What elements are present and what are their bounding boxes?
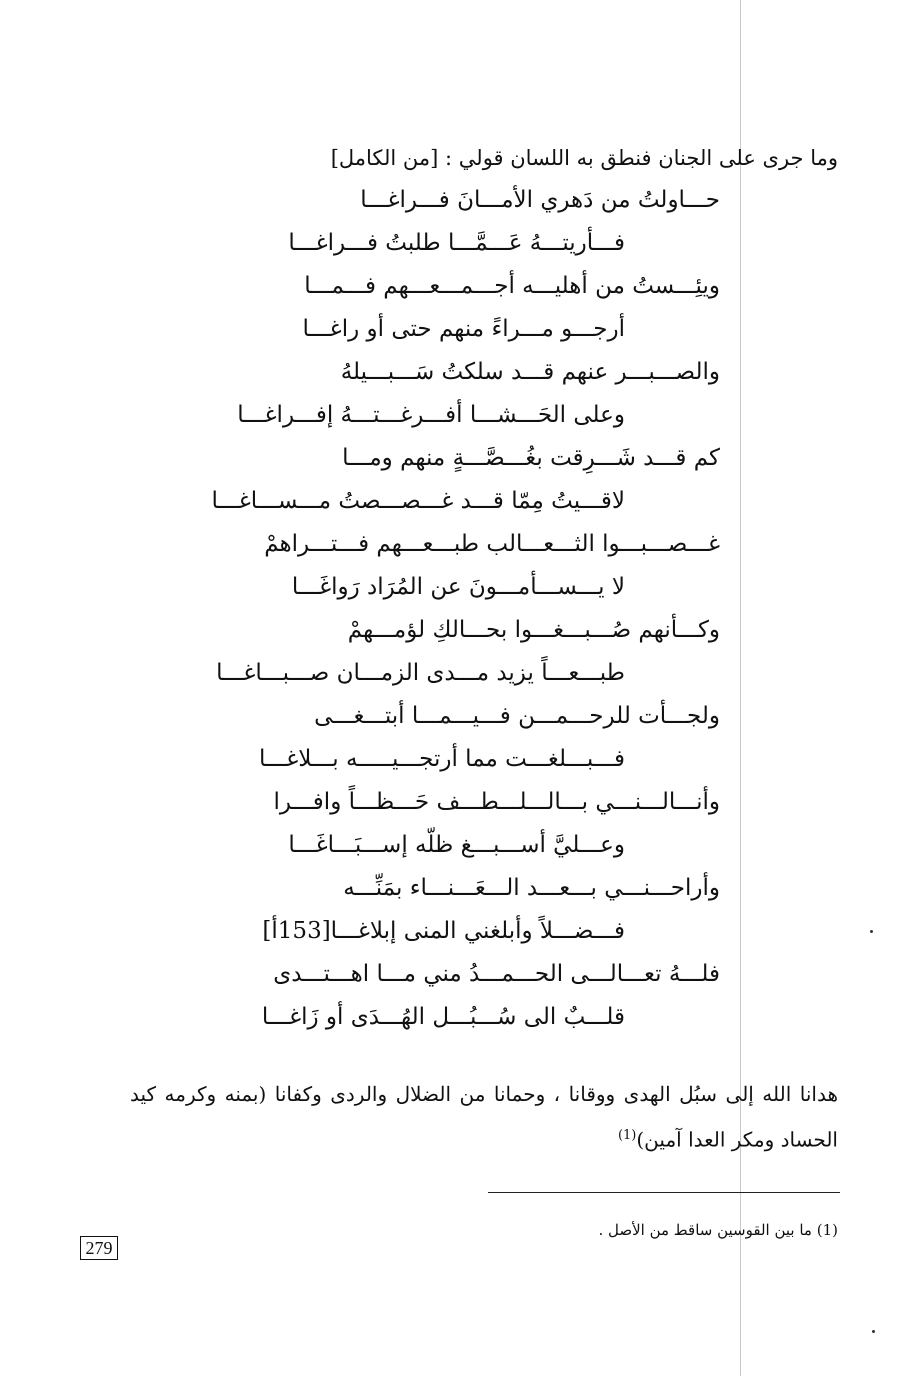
verse-7: كم قـــد شَـــرِقت بغُـــصَّـــةٍ منهم ومـــا xyxy=(342,445,720,471)
verse-12: طبـــعـــاً يزيد مـــدى الزمـــان صـــبـــاغـــا xyxy=(216,660,625,686)
verse-6: وعلى الحَـــشـــا أفـــرغـــتـــهُ إفـــراغـــا xyxy=(237,402,625,428)
verse-13: ولجـــأت للرحـــمـــن فـــيـــمـــا أبتـــغـــى xyxy=(314,703,720,729)
speck xyxy=(872,1330,875,1333)
verse-15: وأنـــالـــنـــي بـــالـــلـــطـــف حَـــظـــاً وافـــرا xyxy=(273,789,720,815)
verse-8: لاقـــيتُ مِمّا قـــد غـــصـــصتُ مـــســـاغـــا xyxy=(211,488,625,514)
page-number: 279 xyxy=(80,1236,118,1260)
verse-11: وكـــأنهم صُـــبـــغـــوا بحـــالكِ لؤمـــهمْ xyxy=(347,617,720,643)
prose-text: هدانا الله إلى سبُل الهدى ووقانا ، وحمانا من الضلال والردى وكفانا (بمنه وكرمه كيد الحساد ومكر العدا آمين) xyxy=(130,1082,838,1152)
verse-9: غـــصـــبـــوا الثـــعـــالب طبـــعـــهم فـــتـــراهمْ xyxy=(264,531,720,557)
verse-5: والصـــبـــر عنهم قـــد سلكتُ سَـــبـــيلهُ xyxy=(340,359,720,385)
verse-2: فـــأريتـــهُ عَـــمَّـــا طلبتُ فـــراغـــا xyxy=(288,230,625,256)
verse-16: وعـــليَّ أســـبـــغ ظلّه إســـبَـــاغَـــا xyxy=(288,832,625,858)
verse-1: حـــاولتُ من دَهري الأمـــانَ فـــراغـــا xyxy=(360,187,720,213)
verse-3: ويئِـــستُ من أهليـــه أجـــمـــعـــهم فـــمـــا xyxy=(304,273,720,299)
verse-4: أرجـــو مـــراءً منهم حتى أو راغـــا xyxy=(302,316,625,342)
verse-14: فـــبـــلغـــت مما أرتجـــيـــــه بـــلاغـــا xyxy=(259,746,625,772)
speck xyxy=(870,930,873,933)
verse-10: لا يـــســـأمـــونَ عن المُرَاد رَواغَـــا xyxy=(291,574,625,600)
footnote-divider xyxy=(488,1192,840,1193)
verse-19: فلـــهُ تعـــالـــى الحـــمـــدُ مني مـــا اهـــتـــدى xyxy=(273,961,720,987)
verse-20: قلـــبٌ الى سُـــبُـــل الهُـــدَى أو زَاغـــا xyxy=(261,1004,625,1030)
poem-intro: وما جرى على الجنان فنطق به اللسان قولي : [من الكامل] xyxy=(330,146,838,170)
verse-18: فـــضـــلاً وأبلغني المنى إبلاغـــا[153أ] xyxy=(262,918,625,944)
prose-paragraph xyxy=(130,1073,838,1161)
page-crease xyxy=(740,0,741,1376)
verse-17: وأراحـــنـــي بـــعـــد الـــعَـــنـــاء بمَنِّـــه xyxy=(343,875,720,901)
footnote-marker: (1) xyxy=(617,1128,637,1143)
footnote: (1) ما بين القوسين ساقط من الأصل . xyxy=(598,1221,838,1239)
